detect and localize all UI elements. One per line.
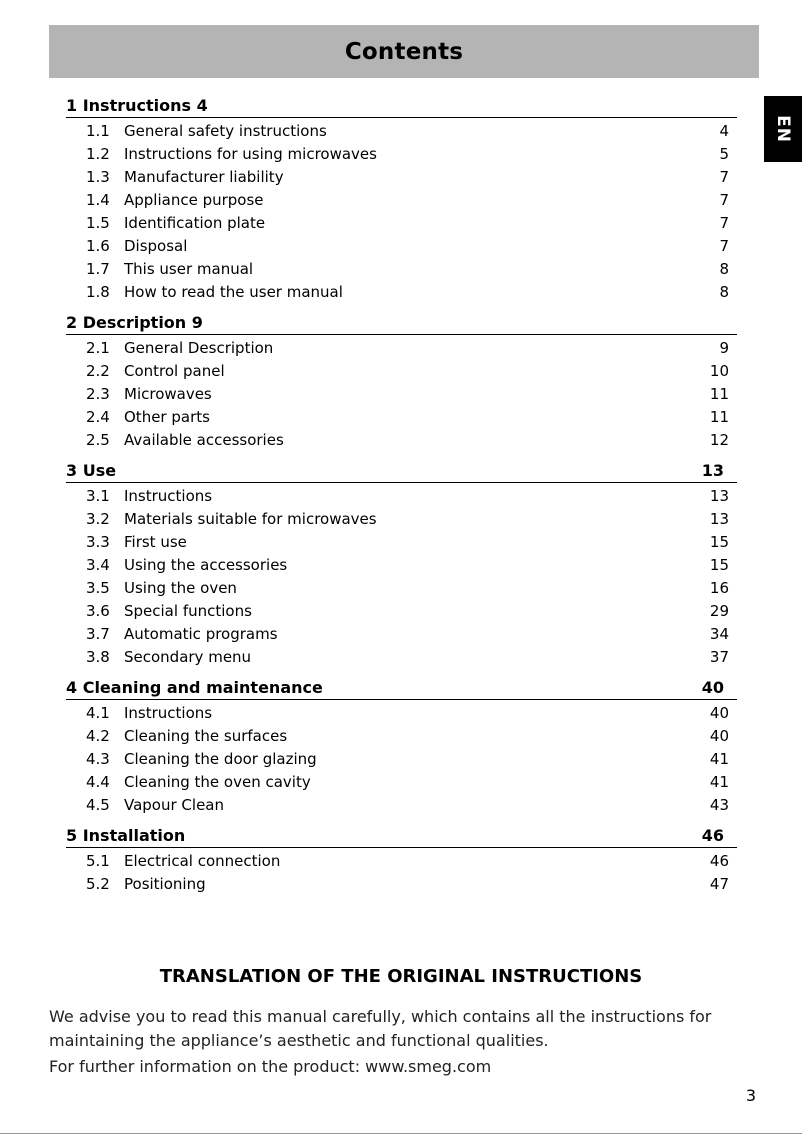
toc-entry[interactable] <box>66 530 737 553</box>
entry-number: 1.6 <box>86 236 110 255</box>
entry-number: 3.7 <box>86 624 110 643</box>
section-page: 46 <box>701 826 724 845</box>
entry-label: Available accessories <box>124 430 284 449</box>
entry-page: 41 <box>709 749 729 768</box>
entry-label: Instructions for using microwaves <box>124 144 377 163</box>
language-tab <box>764 96 802 162</box>
entry-label: First use <box>124 532 187 551</box>
toc-section <box>66 93 737 303</box>
entry-page: 16 <box>709 578 729 597</box>
entry-page: 13 <box>709 509 729 528</box>
entry-page: 11 <box>709 407 729 426</box>
toc-entry[interactable] <box>66 622 737 645</box>
entry-number: 1.7 <box>86 259 110 278</box>
entry-number: 1.3 <box>86 167 110 186</box>
entry-label: Instructions <box>124 486 213 505</box>
toc-entry[interactable] <box>66 553 737 576</box>
entry-number: 3.6 <box>86 601 110 620</box>
translation-heading: TRANSLATION OF THE ORIGINAL INSTRUCTIONS <box>159 966 643 987</box>
entry-label: Appliance purpose <box>124 190 264 209</box>
further-info-paragraph: For further information on the product: www.smeg.com <box>49 1057 492 1076</box>
toc-entry-list <box>66 118 737 303</box>
advise-paragraph: We advise you to read this manual carefully, which contains all the instructions for maintaining the appliance’s aesthetic and functional qualities. <box>49 1007 712 1050</box>
entry-page: 11 <box>709 384 729 403</box>
page-title: Contents <box>344 38 464 65</box>
entry-page: 7 <box>719 213 729 232</box>
entry-page: 4 <box>719 121 729 140</box>
entry-number: 5.2 <box>86 874 110 893</box>
entry-label: Microwaves <box>124 384 212 403</box>
entry-number: 1.5 <box>86 213 110 232</box>
toc-entry[interactable] <box>66 599 737 622</box>
toc-section <box>66 675 737 816</box>
section-title: 4 Cleaning and maintenance <box>66 678 323 697</box>
entry-page: 5 <box>719 144 729 163</box>
toc-entry[interactable] <box>66 280 737 303</box>
toc-entry[interactable] <box>66 747 737 770</box>
toc-section-heading[interactable] <box>66 93 737 118</box>
toc-section <box>66 458 737 668</box>
section-title: 1 Instructions 4 <box>66 96 208 115</box>
entry-label: Manufacturer liability <box>124 167 284 186</box>
toc-entry-list <box>66 848 737 895</box>
entry-number: 3.4 <box>86 555 110 574</box>
entry-label: Other parts <box>124 407 210 426</box>
section-title: 3 Use <box>66 461 117 480</box>
toc-entry-list <box>66 700 737 816</box>
entry-page: 46 <box>709 851 729 870</box>
entry-page: 34 <box>709 624 729 643</box>
section-title: 5 Installation <box>66 826 186 845</box>
toc-entry[interactable] <box>66 576 737 599</box>
toc-entry[interactable] <box>66 188 737 211</box>
entry-label: Secondary menu <box>124 647 252 666</box>
entry-number: 4.5 <box>86 795 110 814</box>
contents-banner <box>49 25 759 78</box>
entry-label: Cleaning the surfaces <box>124 726 288 745</box>
entry-page: 43 <box>709 795 729 814</box>
entry-number: 3.1 <box>86 486 110 505</box>
entry-label: General safety instructions <box>124 121 327 140</box>
section-page: 40 <box>701 678 724 697</box>
toc-entry[interactable] <box>66 428 737 451</box>
entry-page: 29 <box>709 601 729 620</box>
toc-entry[interactable] <box>66 257 737 280</box>
entry-number: 3.5 <box>86 578 110 597</box>
toc-entry[interactable] <box>66 645 737 668</box>
toc-entry[interactable] <box>66 119 737 142</box>
entry-page: 15 <box>709 532 729 551</box>
entry-page: 7 <box>719 236 729 255</box>
toc-entry[interactable] <box>66 359 737 382</box>
entry-number: 2.2 <box>86 361 110 380</box>
toc-entry[interactable] <box>66 336 737 359</box>
entry-number: 1.4 <box>86 190 110 209</box>
entry-number: 2.3 <box>86 384 110 403</box>
toc-entry[interactable] <box>66 165 737 188</box>
page-number: 3 <box>745 1086 756 1105</box>
entry-number: 1.8 <box>86 282 110 301</box>
entry-number: 4.3 <box>86 749 110 768</box>
entry-page: 9 <box>719 338 729 357</box>
entry-label: Cleaning the oven cavity <box>124 772 311 791</box>
entry-number: 4.4 <box>86 772 110 791</box>
toc-section <box>66 310 737 451</box>
section-page: 13 <box>701 461 724 480</box>
entry-page: 8 <box>719 282 729 301</box>
entry-page: 7 <box>719 190 729 209</box>
toc-entry[interactable] <box>66 484 737 507</box>
entry-page: 15 <box>709 555 729 574</box>
entry-number: 2.1 <box>86 338 110 357</box>
toc-entry[interactable] <box>66 724 737 747</box>
entry-label: Automatic programs <box>124 624 278 643</box>
entry-label: How to read the user manual <box>124 282 343 301</box>
entry-page: 13 <box>709 486 729 505</box>
toc-entry[interactable] <box>66 507 737 530</box>
entry-label: Electrical connection <box>124 851 281 870</box>
entry-label: Control panel <box>124 361 225 380</box>
toc-entry[interactable] <box>66 849 737 872</box>
toc-entry[interactable] <box>66 211 737 234</box>
toc-entry-list <box>66 335 737 451</box>
entry-page: 40 <box>709 703 729 722</box>
entry-page: 47 <box>709 874 729 893</box>
entry-number: 1.2 <box>86 144 110 163</box>
toc-section-heading[interactable] <box>66 675 737 700</box>
entry-number: 1.1 <box>86 121 110 140</box>
entry-page: 37 <box>709 647 729 666</box>
entry-page: 41 <box>709 772 729 791</box>
entry-number: 4.1 <box>86 703 110 722</box>
entry-label: Using the oven <box>124 578 237 597</box>
entry-page: 7 <box>719 167 729 186</box>
entry-number: 2.5 <box>86 430 110 449</box>
entry-number: 4.2 <box>86 726 110 745</box>
entry-number: 3.3 <box>86 532 110 551</box>
toc-entry[interactable] <box>66 872 737 895</box>
toc-entry[interactable] <box>66 382 737 405</box>
entry-number: 3.2 <box>86 509 110 528</box>
section-title: 2 Description 9 <box>66 313 203 332</box>
toc-entry[interactable] <box>66 770 737 793</box>
toc-section <box>66 823 737 895</box>
toc-entry[interactable] <box>66 405 737 428</box>
toc-entry-list <box>66 483 737 668</box>
entry-number: 3.8 <box>86 647 110 666</box>
entry-label: Positioning <box>124 874 206 893</box>
toc-entry[interactable] <box>66 793 737 816</box>
toc-entry[interactable] <box>66 234 737 257</box>
entry-page: 10 <box>709 361 729 380</box>
entry-label: Disposal <box>124 236 188 255</box>
toc-section-heading[interactable] <box>66 310 737 335</box>
entry-label: Special functions <box>124 601 252 620</box>
entry-label: Materials suitable for microwaves <box>124 509 377 528</box>
entry-page: 8 <box>719 259 729 278</box>
entry-label: Using the accessories <box>124 555 288 574</box>
entry-label: Identification plate <box>124 213 266 232</box>
toc-section-heading[interactable] <box>66 458 737 483</box>
entry-label: Instructions <box>124 703 213 722</box>
entry-label: Cleaning the door glazing <box>124 749 317 768</box>
entry-number: 5.1 <box>86 851 110 870</box>
entry-page: 40 <box>709 726 729 745</box>
toc-section-heading[interactable] <box>66 823 737 848</box>
toc-entry[interactable] <box>66 142 737 165</box>
entry-label: This user manual <box>124 259 254 278</box>
entry-label: Vapour Clean <box>124 795 224 814</box>
entry-page: 12 <box>709 430 729 449</box>
toc-entry[interactable] <box>66 701 737 724</box>
entry-label: General Description <box>124 338 274 357</box>
entry-number: 2.4 <box>86 407 110 426</box>
bottom-divider <box>0 1133 802 1134</box>
language-label: EN <box>773 115 793 143</box>
table-of-contents <box>66 93 737 902</box>
